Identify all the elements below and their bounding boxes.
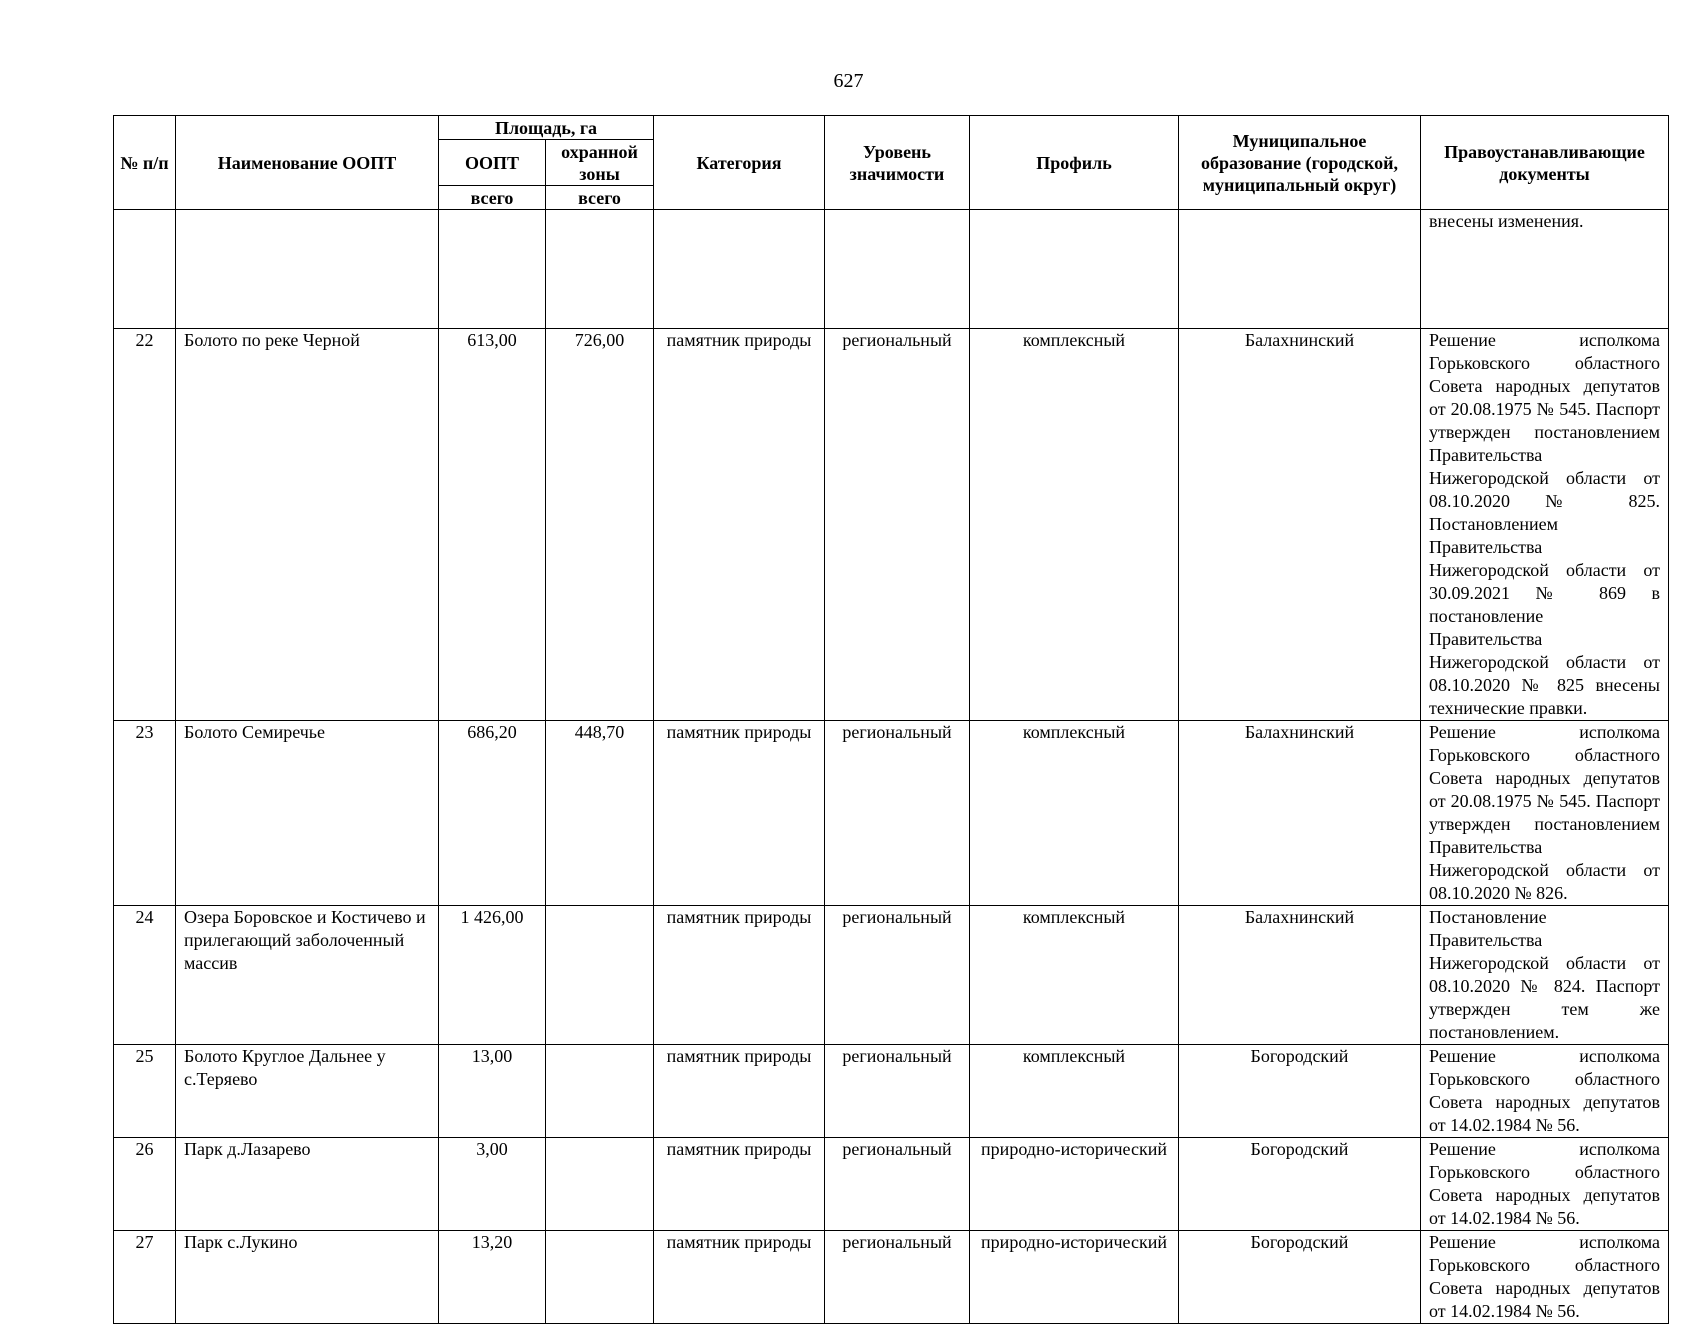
cell-area-zone: 726,00 <box>546 329 654 721</box>
header-total-oopt: всего <box>439 186 546 210</box>
header-area-oopt: ООПТ <box>439 140 546 186</box>
table-row <box>114 1138 1669 1231</box>
cell-empty <box>970 210 1179 329</box>
table-header <box>114 116 1669 210</box>
table-row <box>114 1045 1669 1138</box>
header-level: Уровень значимости <box>825 116 970 210</box>
cell-municipality: Балахнинский <box>1179 721 1421 906</box>
table-row <box>114 906 1669 1045</box>
header-category: Категория <box>654 116 825 210</box>
header-documents: Правоустанавливающие документы <box>1421 116 1669 210</box>
cell-name: Озера Боровское и Костичево и прилегающий заболоченный массив <box>176 906 439 1045</box>
cell-municipality: Богородский <box>1179 1045 1421 1138</box>
cell-num: 23 <box>114 721 176 906</box>
cell-name: Парк с.Лукино <box>176 1231 439 1324</box>
cell-documents: Решение исполкома Горьковского областного Совета народных депутатов от 20.08.1975 № 545. Паспорт утвержден постановлением Правительства Нижегородской области от 08.10.2020 № 826. <box>1421 721 1669 906</box>
table-row-continuation <box>114 210 1669 329</box>
cell-category: памятник природы <box>654 1138 825 1231</box>
cell-empty <box>654 210 825 329</box>
cell-area-oopt: 13,00 <box>439 1045 546 1138</box>
page-number: 627 <box>833 70 864 92</box>
cell-profile: природно-исторический <box>970 1231 1179 1324</box>
cell-level: региональный <box>825 1231 970 1324</box>
header-total-zone: всего <box>546 186 654 210</box>
cell-level: региональный <box>825 1138 970 1231</box>
header-area-zone: охранной зоны <box>546 140 654 186</box>
cell-area-oopt: 3,00 <box>439 1138 546 1231</box>
cell-documents: Решение исполкома Горьковского областного Совета народных депутатов от 14.02.1984 № 56. <box>1421 1231 1669 1324</box>
cell-profile: природно-исторический <box>970 1138 1179 1231</box>
header-municipality: Муниципальное образование (городской, муниципальный округ) <box>1179 116 1421 210</box>
table-row <box>114 1231 1669 1324</box>
cell-area-zone <box>546 1138 654 1231</box>
table-row <box>114 721 1669 906</box>
cell-municipality: Балахнинский <box>1179 329 1421 721</box>
cell-area-oopt: 13,20 <box>439 1231 546 1324</box>
cell-empty <box>546 210 654 329</box>
cell-level: региональный <box>825 906 970 1045</box>
cell-category: памятник природы <box>654 1231 825 1324</box>
cell-profile: комплексный <box>970 329 1179 721</box>
cell-area-oopt: 613,00 <box>439 329 546 721</box>
cell-documents: Постановление Правительства Нижегородской области от 08.10.2020 № 824. Паспорт утвержден тем же постановлением. <box>1421 906 1669 1045</box>
cell-area-oopt: 1 426,00 <box>439 906 546 1045</box>
cell-empty <box>439 210 546 329</box>
header-name: Наименование ООПТ <box>176 116 439 210</box>
cell-name: Болото Семиречье <box>176 721 439 906</box>
table-row <box>114 329 1669 721</box>
cell-num: 25 <box>114 1045 176 1138</box>
cell-num: 27 <box>114 1231 176 1324</box>
cell-area-zone <box>546 1045 654 1138</box>
cell-num: 22 <box>114 329 176 721</box>
cell-empty <box>176 210 439 329</box>
cell-level: региональный <box>825 1045 970 1138</box>
cell-empty <box>1179 210 1421 329</box>
cell-category: памятник природы <box>654 721 825 906</box>
header-profile: Профиль <box>970 116 1179 210</box>
cell-documents: внесены изменения. <box>1421 210 1669 329</box>
cell-profile: комплексный <box>970 906 1179 1045</box>
cell-name: Парк д.Лазарево <box>176 1138 439 1231</box>
cell-num: 24 <box>114 906 176 1045</box>
cell-empty <box>825 210 970 329</box>
oopt-table <box>113 115 1669 1324</box>
cell-level: региональный <box>825 721 970 906</box>
cell-category: памятник природы <box>654 1045 825 1138</box>
cell-area-oopt: 686,20 <box>439 721 546 906</box>
cell-documents: Решение исполкома Горьковского областного Совета народных депутатов от 14.02.1984 № 56. <box>1421 1138 1669 1231</box>
cell-municipality: Богородский <box>1179 1138 1421 1231</box>
cell-profile: комплексный <box>970 721 1179 906</box>
cell-area-zone <box>546 1231 654 1324</box>
cell-num: 26 <box>114 1138 176 1231</box>
cell-area-zone: 448,70 <box>546 721 654 906</box>
cell-documents: Решение исполкома Горьковского областного Совета народных депутатов от 14.02.1984 № 56. <box>1421 1045 1669 1138</box>
cell-level: региональный <box>825 329 970 721</box>
cell-empty <box>114 210 176 329</box>
cell-area-zone <box>546 906 654 1045</box>
cell-documents: Решение исполкома Горьковского областного Совета народных депутатов от 20.08.1975 № 545. Паспорт утвержден постановлением Правительства Нижегородской области от 08.10.2020 № 825. Постановлением Правительства Нижегородской области от 30.09.2021 № 869 в постановление Правительства Нижегородской области от 08.10.2020 № 825 внесены технические правки. <box>1421 329 1669 721</box>
cell-category: памятник природы <box>654 906 825 1045</box>
header-area-group: Площадь, га <box>439 116 654 140</box>
header-num: № п/п <box>114 116 176 210</box>
cell-profile: комплексный <box>970 1045 1179 1138</box>
cell-name: Болото Круглое Дальнее у с.Теряево <box>176 1045 439 1138</box>
cell-name: Болото по реке Черной <box>176 329 439 721</box>
cell-category: памятник природы <box>654 329 825 721</box>
cell-municipality: Богородский <box>1179 1231 1421 1324</box>
cell-municipality: Балахнинский <box>1179 906 1421 1045</box>
